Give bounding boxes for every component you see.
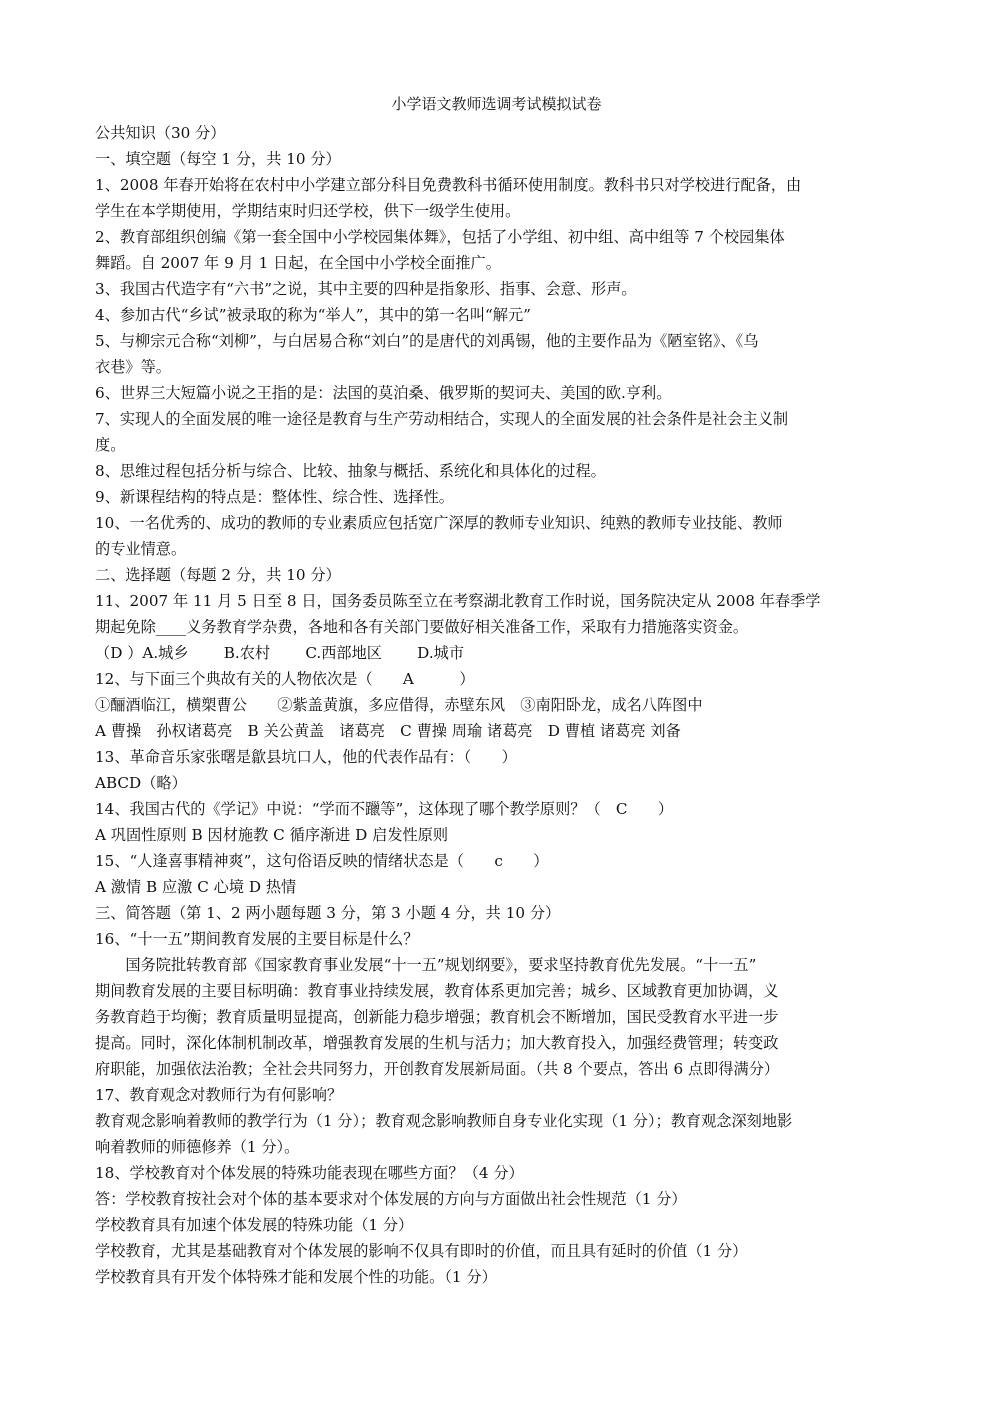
answer-options: A 曹操 孙权诸葛亮 B 关公黄盖 诸葛亮 C 曹操 周瑜 诸葛亮 D 曹植 诸葛亮 刘备 bbox=[95, 722, 681, 740]
text-line: 9、新课程结构的特点是：整体性、综合性、选择性。 bbox=[95, 488, 454, 506]
text-line: 13、革命音乐家张曙是歙县坑口人，他的代表作品有：（ ） bbox=[95, 748, 517, 766]
text-line: 务教育趋于均衡；教育质量明显提高，创新能力稳步增强；教育机会不断增加，国民受教育水平进一步 bbox=[95, 1008, 779, 1026]
text-line: 衣巷》等。 bbox=[95, 358, 171, 376]
text-line: ABCD（略） bbox=[95, 774, 187, 792]
section-heading: 三、简答题（第 1、2 两小题每题 3 分，第 3 小题 4 分，共 10 分） bbox=[95, 904, 561, 922]
text-line: 11、2007 年 11 月 5 日至 8 日，国务委员陈至立在考察湖北教育工作时说，国务院决定从 2008 年春季学 bbox=[95, 592, 821, 610]
text-line: 答：学校教育按社会对个体的基本要求对个体发展的方向与方面做出社会性规范（1 分） bbox=[95, 1190, 687, 1208]
text-line: 4、参加古代“乡试”被录取的称为“举人”，其中的第一名叫“解元” bbox=[95, 306, 531, 324]
text-line: 响着教师的师德修养（1 分）。 bbox=[95, 1138, 300, 1156]
text-line: 7、实现人的全面发展的唯一途径是教育与生产劳动相结合，实现人的全面发展的社会条件是社会主义制 bbox=[95, 410, 789, 428]
text-line: 期间教育发展的主要目标明确：教育事业持续发展，教育体系更加完善；城乡、区域教育更加协调，义 bbox=[95, 982, 779, 1000]
text-line: 18、学校教育对个体发展的特殊功能表现在哪些方面？（4 分） bbox=[95, 1164, 524, 1182]
answer-options: （D ）A.城乡 B.农村 C.西部地区 D.城市 bbox=[95, 644, 465, 662]
text-line: 1、2008 年春开始将在农村中小学建立部分科目免费教科书循环使用制度。教科书只对学校进行配备，由 bbox=[95, 176, 802, 194]
text-line: 学生在本学期使用，学期结束时归还学校，供下一级学生使用。 bbox=[95, 202, 521, 220]
text-line: 的专业情意。 bbox=[95, 540, 187, 558]
section-heading: 一、填空题（每空 1 分，共 10 分） bbox=[95, 150, 341, 168]
text-line: 教育观念影响着教师的教学行为（1 分）；教育观念影响教师自身专业化实现（1 分）；教育观念深刻地影 bbox=[95, 1112, 793, 1130]
text-line: 期起免除____义务教育学杂费，各地和各有关部门要做好相关准备工作，采取有力措施落实资金。 bbox=[95, 618, 749, 636]
text-line: 府职能，加强依法治教；全社会共同努力，开创教育发展新局面。（共 8 个要点，答出 6 点即得满分） bbox=[95, 1060, 780, 1078]
text-line: 12、与下面三个典故有关的人物依次是（ A ） bbox=[95, 670, 475, 688]
text-line: ①酾酒临江，横槊曹公 ②紫盖黄旗，多应借得，赤壁东风 ③南阳卧龙，成名八阵图中 bbox=[95, 696, 703, 714]
text-line: 6、世界三大短篇小说之王指的是：法国的莫泊桑、俄罗斯的契诃夫、美国的欧.亨利。 bbox=[95, 384, 672, 402]
text-line: 3、我国古代造字有“六书”之说，其中主要的四种是指象形、指事、会意、形声。 bbox=[95, 280, 637, 298]
text-line: 舞蹈。自 2007 年 9 月 1 日起，在全国中小学校全面推广。 bbox=[95, 254, 501, 272]
text-line: 学校教育具有加速个体发展的特殊功能（1 分） bbox=[95, 1216, 414, 1234]
answer-options: A 激情 B 应激 C 心境 D 热情 bbox=[95, 878, 297, 896]
text-line: 提高。同时，深化体制机制改革，增强教育发展的生机与活力；加大教育投入，加强经费管理；转变政 bbox=[95, 1034, 779, 1052]
text-line: 度。 bbox=[95, 436, 126, 454]
text-line: 8、思维过程包括分析与综合、比较、抽象与概括、系统化和具体化的过程。 bbox=[95, 462, 606, 480]
section-heading: 公共知识（30 分） bbox=[95, 124, 226, 142]
text-line: 17、教育观念对教师行为有何影响？ bbox=[95, 1086, 343, 1104]
text-line: 学校教育，尤其是基础教育对个体发展的影响不仅具有即时的价值，而且具有延时的价值（1 分） bbox=[95, 1242, 748, 1260]
text-line: 15、“人逢喜事精神爽”，这句俗语反映的情绪状态是（ c ） bbox=[95, 852, 549, 870]
answer-options: A 巩固性原则 B 因材施教 C 循序渐进 D 启发性原则 bbox=[95, 826, 449, 844]
text-line: 14、我国古代的《学记》中说：“学而不躐等”，这体现了哪个教学原则？（ C ） bbox=[95, 800, 674, 818]
text-line: 5、与柳宗元合称“刘柳”，与白居易合称“刘白”的是唐代的刘禹锡，他的主要作品为《陋室铭》、《乌 bbox=[95, 332, 759, 350]
section-heading: 二、选择题（每题 2 分，共 10 分） bbox=[95, 566, 341, 584]
document-title: 小学语文教师选调考试模拟试卷 bbox=[391, 95, 602, 113]
document-body bbox=[95, 120, 900, 1290]
text-line: 10、一名优秀的、成功的教师的专业素质应包括宽广深厚的教师专业知识、纯熟的教师专业技能、教师 bbox=[95, 514, 783, 532]
text-line: 16、“十一五”期间教育发展的主要目标是什么？ bbox=[95, 930, 419, 948]
text-line: 2、教育部组织创编《第一套全国中小学校园集体舞》，包括了小学组、初中组、高中组等 7 个校园集体 bbox=[95, 228, 785, 246]
text-line: 学校教育具有开发个体特殊才能和发展个性的功能。（1 分） bbox=[95, 1268, 497, 1286]
text-line: 国务院批转教育部《国家教育事业发展“十一五”规划纲要》，要求坚持教育优先发展。“十一五” bbox=[125, 956, 757, 974]
